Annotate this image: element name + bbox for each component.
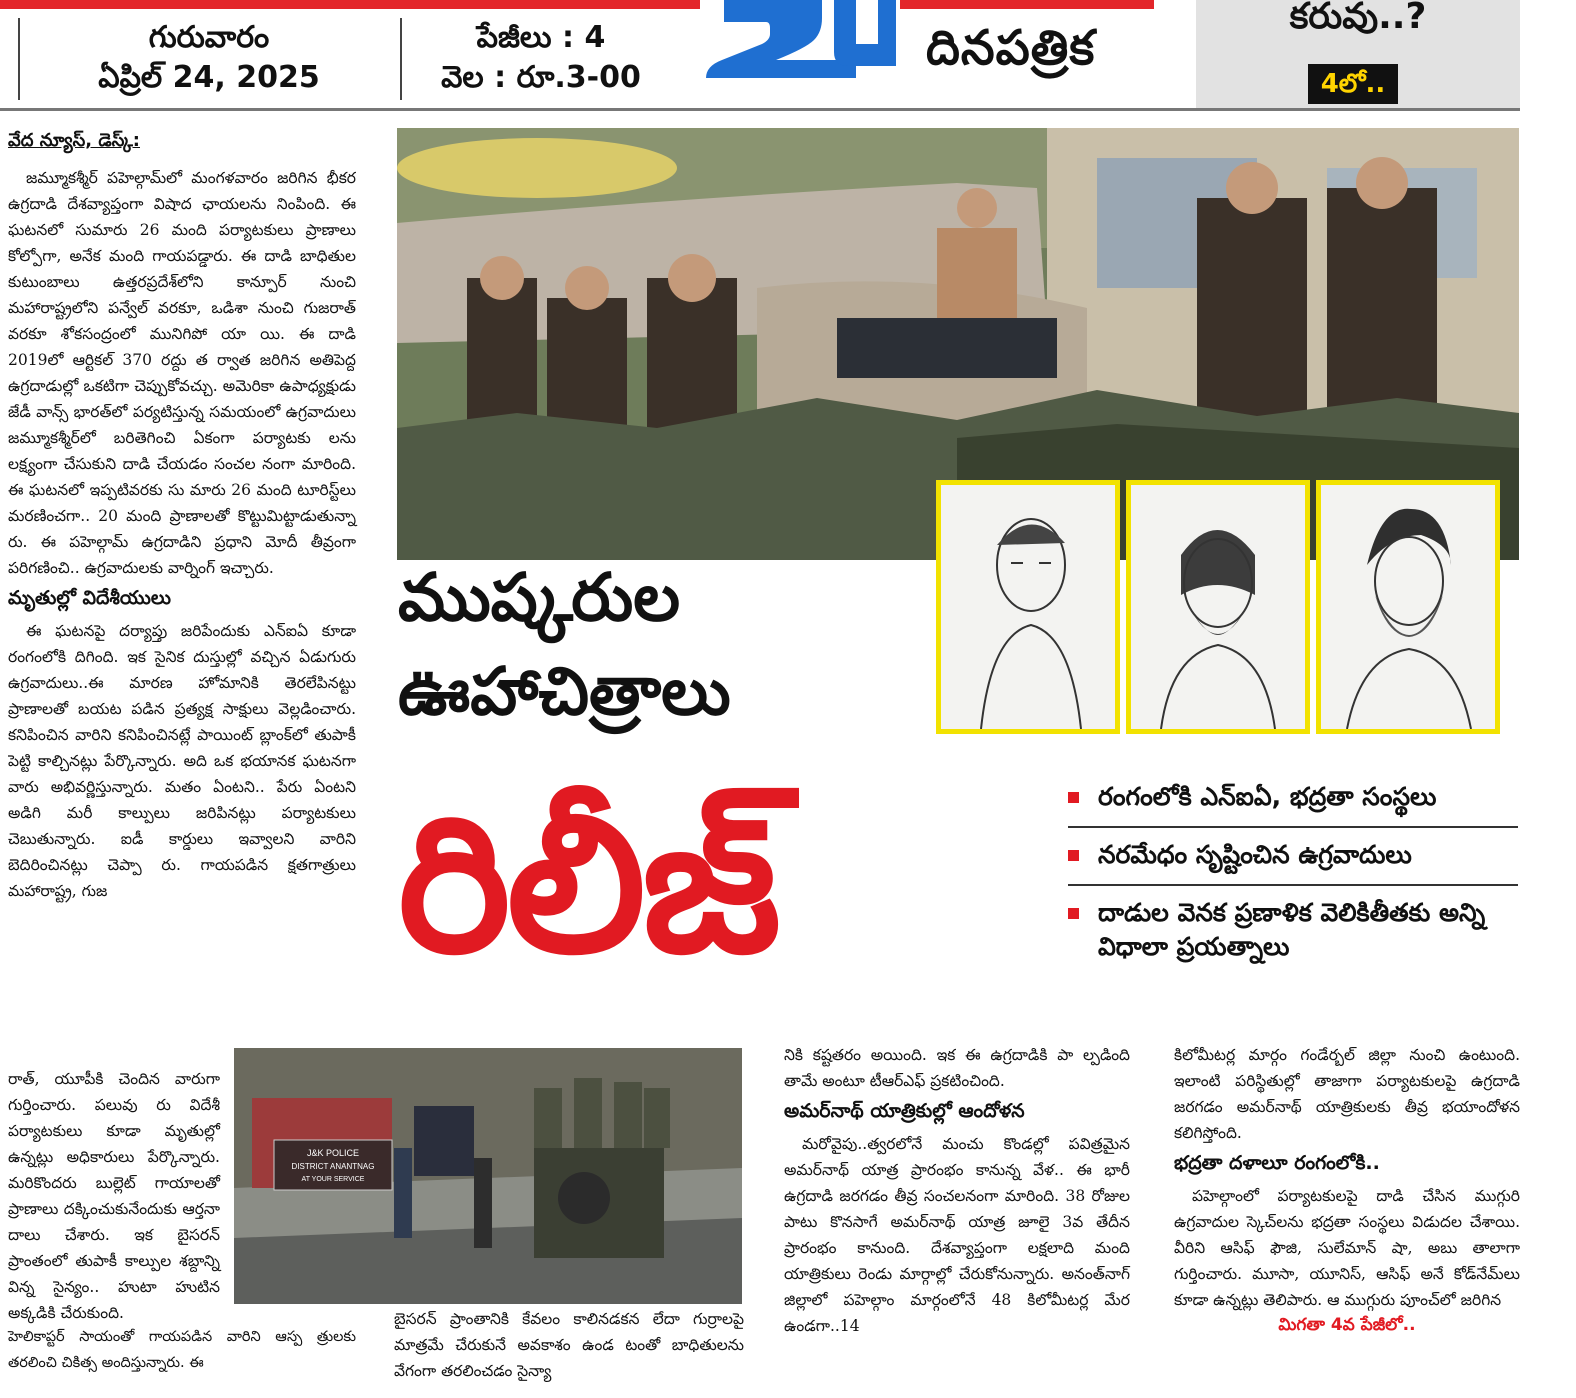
pages-price-block — [400, 18, 680, 100]
masthead-red-rule-right — [900, 0, 1154, 9]
bullet-square-icon — [1068, 850, 1079, 861]
right-article-column — [1174, 1042, 1520, 1339]
headline-big-word: రిలీజ్ — [398, 774, 777, 995]
middle-article-column — [784, 1042, 1130, 1339]
suspect-sketch-2-drawing — [1131, 485, 1305, 729]
page-count: పేజీలు : 4 — [476, 20, 606, 55]
article-paragraph: మరోవైపు..త్వరలోనే మంచు కొండల్లో పవిత్రమైన అమర్‌నాథ్ యాత్ర ప్రారంభం కానున్న వేళ.. ఈ భారీ ఉగ్రదాడి జరగడం తీవ్ర సంచలనంగా మారింది. 38 రోజుల పాటు కొనసాగే అమర్‌నాథ్ యాత్ర జూలై 3వ తేదీన ప్రారంభం కానుంది. దేశవ్యాప్తంగా లక్షలాది మంది యాత్రికులు రెండు మార్గాల్లో చేరుకోనున్నారు. అనంత్‌నాగ్ జిల్లాలో పహెల్గాం మార్గంలోనే 48 కిలోమీటర్ల మేర ఉండగా..14 — [784, 1135, 1130, 1335]
article-paragraph: కిలోమీటర్ల మార్గం గండేర్బల్ జిల్లా నుంచి ఉంటుంది. ఇలాంటి పరిస్థితుల్లో తాజాగా పర్యాటకులపై ఉగ్రదాడి జరగడం అమర్‌నాథ్ యాత్రికులకు తీవ్ర భయాందోళన కలిగిస్తోంది. — [1174, 1046, 1520, 1142]
bullet-text: రంగంలోకి ఎన్ఐఏ, భద్రతా సంస్థలు — [1098, 782, 1437, 811]
headline-line-1: ముష్కరుల — [398, 559, 681, 636]
issue-price: వెల : రూ.3-00 — [441, 60, 641, 95]
suspect-sketch-2[interactable] — [1126, 480, 1310, 734]
article-paragraph: పహెల్గాంలో పర్యాటకులపై దాడి చేసిన ముగ్గురి ఉగ్రవాదుల స్కెచ్‌లను భద్రతా సంస్థలు విడుదల చేశాయి. వీరిని ఆసిఫ్ ఫౌజి, సులేమాన్ షా, అబు తాలాగా గుర్తించారు. మూసా, యూనిస్, ఆసిఫ్ అనే కోడ్‌నేమ్‌లు కూడా ఉన్నట్లు తెలిపారు. ఆ ముగ్గురు పూంచ్‌లో జరిగిన — [1174, 1187, 1520, 1309]
article-paragraph: రాత్, యూపీకి చెందిన వారుగా గుర్తించారు. పలువు రు విదేశీ పర్యాటకులు కూడా మృతుల్లో ఉన్నట్లు అధికారులు పేర్కొన్నారు. మరికొందరు బుల్లెట్ గాయాలతో ప్రాణాలు దక్కించుకునేందుకు ఆర్తనా దాలు చేశారు. ఇక బైసరన్ ప్రాంతంలో తుపాకీ కాల్పుల శబ్దాన్ని విన్న సైన్యం.. హుటా హుటిన అక్కడికి చేరుకుంది. — [8, 1070, 220, 1322]
headline-line-2: ఊహాచిత్రాలు — [398, 653, 731, 730]
highlight-bullet — [1068, 838, 1518, 886]
bullet-square-icon — [1068, 908, 1079, 919]
subheading: మృతుల్లో విదేశీయులు — [8, 587, 171, 609]
article-paragraph: జమ్మూకశ్మీర్ పహెల్గామ్‌లో మంగళవారం జరిగిన భీకర ఉగ్రదాడి దేశవ్యాప్తంగా విషాద ఛాయలను నింపింది. ఈ ఘటనలో సుమారు 26 మంది పర్యాటకులు ప్రాణాలు కోల్పోగా, అనేక మంది గాయపడ్డారు. ఈ దాడి బాధితుల కుటుంబాలు ఉత్తరప్రదేశ్‌లోని కాన్పూర్ నుంచి మహారాష్ట్రలోని పన్వేల్ వరకూ, ఒడిశా నుంచి గుజరాత్ వరకూ శోకసంద్రంలో మునిగిపో యా యి. ఈ దాడి 2019లో ఆర్టికల్ 370 రద్దు త ర్వాత జరిగిన అతిపెద్ద ఉగ్రదాడుల్లో ఒకటిగా చెప్పుకోవచ్చు. అమెరికా ఉపాధ్యక్షుడు జేడీ వాన్స్ భారత్‌లో పర్యటిస్తున్న సమయంలో ఉగ్రవాదులు జమ్మూకశ్మీర్‌లో బరితెగించి ఏకంగా పర్యాటకు లను లక్ష్యంగా చేసుకుని దాడి చేయడం సంచల నంగా మారింది. ఈ ఘటనలో ఇప్పటివరకు సు మారు 26 మంది టూరిస్ట్‌లు మరణించగా.. 20 మంది ప్రాణాలతో కొట్టుమిట్టాడుతున్నా రు. ఈ పహెల్గామ్ ఉగ్రదాడిని ప్రధాని మోదీ తీవ్రంగా పరిగణించి.. ఉగ్రవాదులకు వార్నింగ్ ఇచ్చారు. — [8, 169, 356, 577]
date-block — [18, 18, 398, 100]
highlight-bullet — [1068, 780, 1518, 828]
suspect-sketch-3-drawing — [1321, 485, 1495, 729]
teaser-page-badge: 4లో.. — [1308, 64, 1398, 104]
masthead-red-rule-left — [0, 0, 700, 9]
article-paragraph: ఈ ఘటనపై దర్యాప్తు జరిపేందుకు ఎన్ఐఏ కూడా రంగంలోకి దిగింది. ఇక సైనిక దుస్తుల్లో వచ్చిన ఏడుగురు ఉగ్రవాదులు..ఈ మారణ హోమానికి తెరలేపినట్టు ప్రాణాలతో బయట పడిన ప్రత్యక్ష సాక్షులు వెల్లడించారు. కనిపించిన వారిని కనిపించినట్లే పాయింట్ బ్లాంక్‌లో తుపాకీ పెట్టి కాల్చినట్లు పేర్కొన్నారు. అది ఒక భయానక ఘటనగా వారు అభివర్ణిస్తున్నారు. మతం ఏంటని.. పేరు ఏంటని అడిగి మరీ కాల్పులు జరిపినట్లు పర్యాటకులు చెబుతున్నారు. ఐడీ కార్డులు ఇవ్వాలని వారిని బెదిరించినట్లు చెప్పా రు. గాయపడిన క్షతగాత్రులు మహారాష్ట్ర, గుజ — [8, 622, 356, 900]
subheading: అమర్‌నాథ్ యాత్రికుల్లో ఆందోళన — [784, 1100, 1025, 1122]
police-sign-line-2: DISTRICT ANANTNAG — [291, 1162, 375, 1171]
highlight-bullet — [1068, 896, 1518, 976]
byline: వేద న్యూస్, డెస్క్: — [8, 130, 140, 151]
suspect-sketch-1[interactable] — [936, 480, 1120, 734]
subheading: భద్రతా దళాలూ రంగంలోకి.. — [1174, 1152, 1380, 1174]
issue-day: గురువారం — [148, 20, 270, 55]
police-sign-line-3: AT YOUR SERVICE — [301, 1176, 365, 1183]
brand-name: దినపత్రిక — [926, 20, 1096, 76]
issue-date: ఏప్రిల్ 24, 2025 — [98, 60, 320, 95]
suspect-sketch-3[interactable] — [1316, 480, 1500, 734]
bullet-text: దాడుల వెనక ప్రణాళిక వెలికితీతకు అన్ని విధాలా ప్రయత్నాలు — [1098, 898, 1486, 961]
left-article-column — [8, 130, 356, 904]
left-article-continuation — [8, 1066, 220, 1326]
bullet-text: నరమేధం సృష్టించిన ఉగ్రవాదులు — [1098, 840, 1412, 869]
bullet-square-icon — [1068, 792, 1079, 803]
left-article-bottom — [8, 1324, 356, 1376]
newspaper-logo — [706, 0, 896, 78]
photo-caption: బైసరన్ ప్రాంతానికి కేవలం కాలినడకన లేదా గుర్రాలపై మాత్రమే చేరుకునే అవకాశం ఉండ టంతో బాధితులను వేగంగా తరలించడం సైన్యా — [394, 1310, 744, 1380]
police-sign-line-1: J&K POLICE — [306, 1148, 360, 1158]
suspect-sketch-1-drawing — [941, 485, 1115, 729]
article-paragraph: హెలికాప్టర్ సాయంతో గాయపడిన వారిని ఆస్ప త్రులకు తరలించి చికిత్స అందిస్తున్నారు. ఈ — [8, 1329, 356, 1371]
masthead-divider — [0, 108, 1520, 111]
article-paragraph: నికి కష్టతరం అయింది. ఇక ఈ ఉగ్రదాడికి పా ల్పడింది తామే అంటూ టీఆర్ఎఫ్ ప్రకటించింది. — [784, 1046, 1130, 1090]
highlight-bullets — [1068, 780, 1518, 986]
teaser-box[interactable] — [1196, 0, 1520, 108]
security-convoy-photo — [234, 1048, 742, 1304]
continued-on-page-link[interactable]: మిగతా 4వ పేజీలో.. — [1278, 1315, 1416, 1335]
masthead — [0, 0, 1576, 110]
teaser-headline: కరువు..? — [1289, 0, 1427, 37]
